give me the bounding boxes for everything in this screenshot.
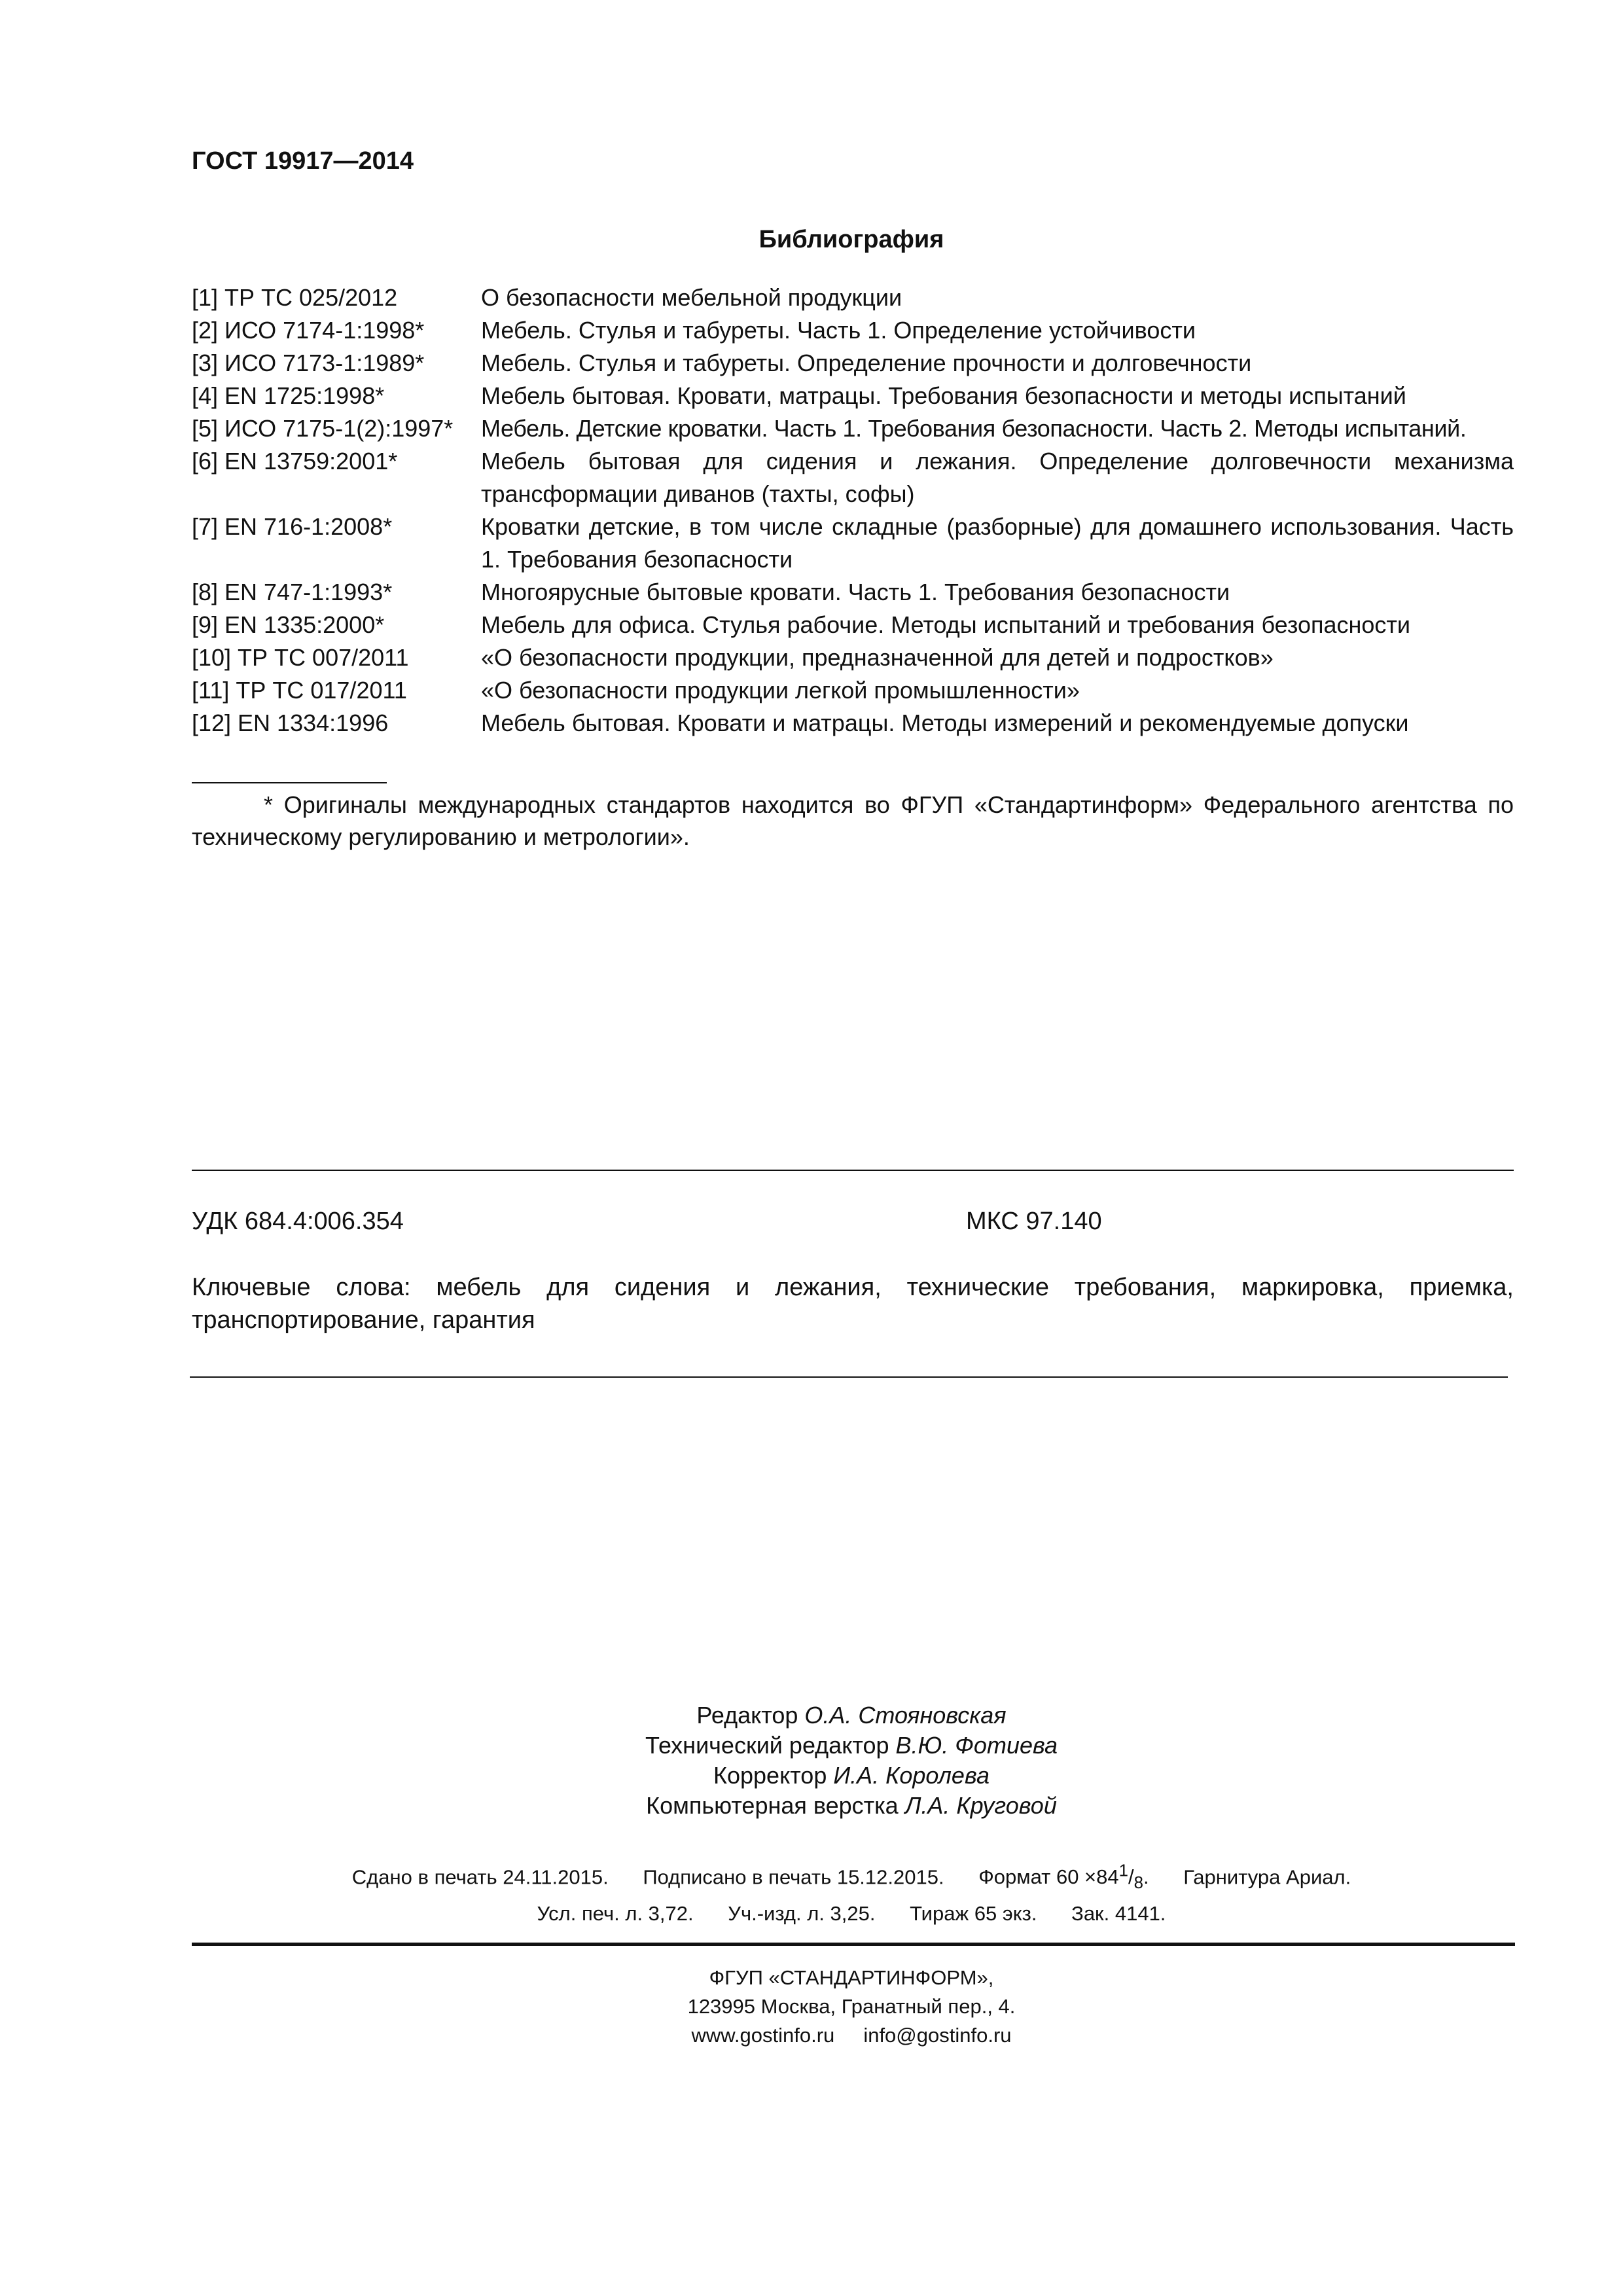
circulation: Тираж 65 экз. [910, 1901, 1037, 1925]
bibliography-item [192, 445, 1514, 511]
bibliography-title-text: «О безопасности продукции легкой промышленности» [481, 677, 1080, 704]
credit-name: Л.А. Круговой [904, 1792, 1057, 1819]
credit-name: В.Ю. Фотиева [895, 1732, 1058, 1759]
credit-role: Корректор [713, 1762, 834, 1789]
footnote: * Оригиналы международных стандартов находится во ФГУП «Стандартинформ» Федерального агентства по техническому регулированию и метрологии». [192, 791, 1514, 850]
print-info [0, 1856, 1623, 1929]
bibliography-title-text: Многоярусные бытовые кровати. Часть 1. Требования безопасности [481, 579, 1230, 605]
keywords: Ключевые слова: мебель для сидения и лежания, технические требования, маркировка, приемка, транспортирование, гарантия [192, 1274, 1514, 1334]
bibliography-ref: [6] EN 13759:2001* [192, 448, 398, 475]
bibliography-list [192, 281, 1514, 740]
bibliography-item [192, 281, 1514, 314]
credit-name: О.А. Стояновская [804, 1702, 1007, 1729]
bibliography-title-text: Мебель. Детские кроватки. Часть 1. Требования безопасности. Часть 2. Методы испытаний. [481, 415, 1467, 442]
credit-name: И.А. Королева [833, 1762, 990, 1789]
credits [0, 1700, 1623, 1821]
bibliography-ref: [1] ТР ТС 025/2012 [192, 284, 398, 311]
bibliography-item [192, 347, 1514, 380]
print-info-line [0, 1856, 1623, 1899]
bibliography-title-text: «О безопасности продукции, предназначенной для детей и подростков» [481, 644, 1274, 671]
bibliography-title-text: Мебель для офиса. Стулья рабочие. Методы испытаний и требования безопасности [481, 611, 1411, 638]
pub-sheets: Уч.-изд. л. 3,25. [728, 1901, 876, 1925]
typeface: Гарнитура Ариал. [1183, 1865, 1351, 1889]
bibliography-item [192, 576, 1514, 609]
bibliography-item [192, 380, 1514, 412]
bibliography-title-text: Кроватки детские, в том числе складные (разборные) для домашнего использования. Часть 1. Требования безопасности [481, 513, 1514, 573]
publisher-email[interactable]: info@gostinfo.ru [863, 2024, 1012, 2047]
format: Формат $60 \times 84^1/_8$. [978, 1862, 1149, 1893]
bibliography-item [192, 511, 1514, 576]
bibliography-item [192, 641, 1514, 674]
bibliography-ref: [9] EN 1335:2000* [192, 611, 385, 638]
bibliography-ref: [12] EN 1334:1996 [192, 709, 389, 736]
bibliography-item [192, 707, 1514, 740]
bibliography-ref: [4] EN 1725:1998* [192, 382, 385, 409]
credit-role: Технический редактор [645, 1732, 896, 1759]
bibliography-ref: [7] EN 716-1:2008* [192, 513, 393, 540]
submitted-date: Сдано в печать 24.11.2015. [351, 1865, 609, 1889]
print-info-line [0, 1899, 1623, 1929]
bibliography-ref: [11] ТР ТС 017/2011 [192, 677, 407, 704]
credit-role: Редактор [696, 1702, 805, 1729]
bibliography-ref: [5] ИСО 7175-1(2):1997* [192, 415, 454, 442]
bibliography-item [192, 314, 1514, 347]
publisher-block [0, 1964, 1623, 2050]
bibliography-title-text: Мебель бытовая для сидения и лежания. Определение долговечности механизма трансформации диванов (тахты, софы) [481, 448, 1514, 507]
divider-thick [192, 1943, 1515, 1946]
publisher-website[interactable]: www.gostinfo.ru [691, 2024, 835, 2047]
bibliography-ref: [8] EN 747-1:1993* [192, 579, 393, 605]
publisher-contacts [0, 2021, 1623, 2050]
credit-line [0, 1761, 1623, 1791]
credit-line [0, 1731, 1623, 1761]
print-sheets: Усл. печ. л. 3,72. [537, 1901, 694, 1925]
divider [190, 1376, 1508, 1378]
footnote-separator [192, 782, 387, 783]
publisher-address: 123995 Москва, Гранатный пер., 4. [687, 1995, 1016, 2018]
bibliography-title-text: Мебель бытовая. Кровати и матрацы. Методы измерений и рекомендуемые допуски [481, 709, 1409, 736]
bibliography-ref: [3] ИСО 7173-1:1989* [192, 350, 425, 376]
mks-code: МКС 97.140 [966, 1208, 1102, 1235]
bibliography-title-text: О безопасности мебельной продукции [481, 284, 902, 311]
signed-date: Подписано в печать 15.12.2015. [643, 1865, 944, 1889]
udk-code: УДК 684.4:006.354 [192, 1208, 404, 1235]
bibliography-item [192, 609, 1514, 641]
bibliography-ref: [2] ИСО 7174-1:1998* [192, 317, 425, 344]
bibliography-item [192, 674, 1514, 707]
bibliography-item [192, 412, 1514, 445]
credit-role: Компьютерная верстка [646, 1792, 905, 1819]
bibliography-title: Библиография [758, 226, 944, 253]
bibliography-ref: [10] ТР ТС 007/2011 [192, 644, 409, 671]
bibliography-title-text: Мебель. Стулья и табуреты. Определение прочности и долговечности [481, 350, 1252, 376]
document-id: ГОСТ 19917—2014 [192, 147, 414, 175]
divider [192, 1170, 1514, 1171]
order-number: Зак. 4141. [1071, 1901, 1166, 1925]
publisher-name: ФГУП «СТАНДАРТИНФОРМ», [709, 1966, 994, 1989]
credit-line [0, 1791, 1623, 1821]
credit-line [0, 1700, 1623, 1731]
bibliography-title-text: Мебель бытовая. Кровати, матрацы. Требования безопасности и методы испытаний [481, 382, 1406, 409]
bibliography-title-text: Мебель. Стулья и табуреты. Часть 1. Определение устойчивости [481, 317, 1196, 344]
